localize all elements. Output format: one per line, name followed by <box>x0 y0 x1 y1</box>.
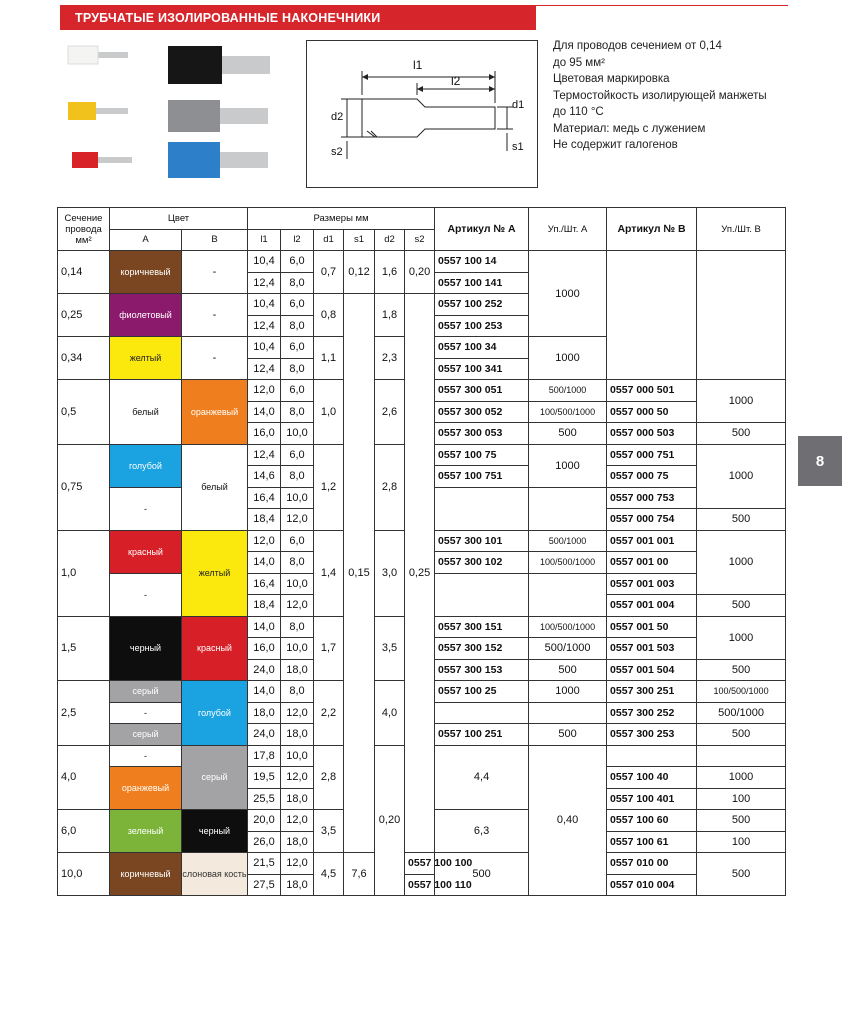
art-a-cell: 0557 300 151 <box>435 616 529 638</box>
art-b-cell: 0557 001 504 <box>607 659 697 681</box>
art-a-cell: 0557 300 052 <box>435 401 529 423</box>
header-rule <box>536 5 788 6</box>
header-d1: d1 <box>314 229 344 251</box>
page-tab[interactable]: 8 <box>798 436 842 486</box>
s2-cell: 0,20 <box>405 251 435 294</box>
ferrule-black-large <box>166 44 272 90</box>
pack-a-cell: 1000 <box>529 337 607 380</box>
color-a-cell: - <box>110 573 182 616</box>
ferrule-blue-large <box>166 140 272 182</box>
spec-line: Термостойкость изолирующей манжеты <box>553 89 767 102</box>
art-b-cell: 0557 300 252 <box>607 702 697 724</box>
art-a-cell <box>435 573 529 616</box>
color-b-cell: серый <box>182 745 248 810</box>
color-a-cell: белый <box>110 380 182 445</box>
l1-cell: 14,0 <box>248 552 281 574</box>
header-l2: l2 <box>281 229 314 251</box>
art-b-cell: 0557 000 754 <box>607 509 697 531</box>
l1-cell: 14,0 <box>248 616 281 638</box>
art-a-cell: 0557 100 40 <box>607 767 697 789</box>
art-b-cell: 0557 000 753 <box>607 487 697 509</box>
header-l1: l1 <box>248 229 281 251</box>
label-s1: s1 <box>512 141 524 153</box>
l2-cell: 18,0 <box>281 788 314 810</box>
section-cell: 0,14 <box>58 251 110 294</box>
l2-cell: 6,0 <box>281 530 314 552</box>
section-cell: 0,25 <box>58 294 110 337</box>
pack-a-cell: 100/500/1000 <box>529 401 607 423</box>
s2-cell: 0,40 <box>529 745 607 896</box>
art-b-cell <box>607 251 697 380</box>
color-a-cell: коричневый <box>110 251 182 294</box>
l2-cell: 8,0 <box>281 552 314 574</box>
l1-cell: 16,4 <box>248 573 281 595</box>
l2-cell: 6,0 <box>281 251 314 273</box>
l1-cell: 16,0 <box>248 638 281 660</box>
l1-cell: 12,4 <box>248 444 281 466</box>
l1-cell: 12,0 <box>248 530 281 552</box>
art-a-cell: 0557 100 60 <box>607 810 697 832</box>
l2-cell: 8,0 <box>281 358 314 380</box>
art-a-cell: 0557 300 152 <box>435 638 529 660</box>
color-a-cell: серый <box>110 724 182 746</box>
pack-a-cell: 500/1000 <box>529 638 607 660</box>
header-art-b: Артикул № В <box>607 208 697 251</box>
ferrule-yellow-small <box>66 100 130 124</box>
l2-cell: 8,0 <box>281 272 314 294</box>
art-b-cell: 0557 000 50 <box>607 401 697 423</box>
l1-cell: 18,4 <box>248 509 281 531</box>
art-a-cell: 0557 100 251 <box>435 724 529 746</box>
pack-b-cell: 1000 <box>697 616 786 659</box>
header-pack-b: Уп./Шт. В <box>697 208 786 251</box>
color-a-cell: фиолетовый <box>110 294 182 337</box>
header-d2: d2 <box>375 229 405 251</box>
color-a-cell: черный <box>110 616 182 681</box>
color-b-cell: голубой <box>182 681 248 746</box>
pack-a-cell: 500 <box>529 724 607 746</box>
section-cell: 2,5 <box>58 681 110 746</box>
art-b-cell: 0557 001 50 <box>607 616 697 638</box>
pack-b-cell: 1000 <box>697 380 786 423</box>
section-cell: 1,0 <box>58 530 110 616</box>
art-a-cell: 0557 100 75 <box>435 444 529 466</box>
d1-cell: 3,5 <box>314 810 344 853</box>
header-s1: s1 <box>344 229 375 251</box>
art-b-cell: 0557 300 251 <box>607 681 697 703</box>
header-sizes: Размеры мм <box>248 208 435 230</box>
d2-cell: 6,3 <box>435 810 529 853</box>
d1-cell: 1,1 <box>314 337 344 380</box>
l2-cell: 10,0 <box>281 487 314 509</box>
l2-cell: 8,0 <box>281 616 314 638</box>
spec-list <box>553 38 793 154</box>
art-a-cell: 0557 100 100 <box>405 853 435 875</box>
l2-cell: 6,0 <box>281 337 314 359</box>
l1-cell: 18,0 <box>248 702 281 724</box>
l2-cell: 18,0 <box>281 659 314 681</box>
d2-cell: 2,3 <box>375 337 405 380</box>
l1-cell: 27,5 <box>248 874 281 896</box>
color-a-cell: желтый <box>110 337 182 380</box>
pack-a-cell <box>529 573 607 616</box>
pack-a-cell <box>697 745 786 767</box>
l1-cell: 10,4 <box>248 251 281 273</box>
l1-cell: 10,4 <box>248 337 281 359</box>
pack-a-cell: 500 <box>435 853 529 896</box>
pack-b-cell: 500 <box>697 659 786 681</box>
color-a-cell: серый <box>110 681 182 703</box>
section-cell: 0,34 <box>58 337 110 380</box>
section-cell: 0,5 <box>58 380 110 445</box>
header-art-a: Артикул № А <box>435 208 529 251</box>
ferrule-grey-large <box>166 98 272 136</box>
pack-b-cell: 500 <box>697 853 786 896</box>
l2-cell: 8,0 <box>281 401 314 423</box>
header-s2: s2 <box>405 229 435 251</box>
pack-a-cell: 1000 <box>529 444 607 487</box>
color-b-cell: оранжевый <box>182 380 248 445</box>
d1-cell: 2,2 <box>314 681 344 746</box>
l1-cell: 12,4 <box>248 315 281 337</box>
table-row <box>58 251 786 273</box>
header-color-b: В <box>182 229 248 251</box>
l2-cell: 6,0 <box>281 380 314 402</box>
l1-cell: 16,0 <box>248 423 281 445</box>
art-a-cell: 0557 300 102 <box>435 552 529 574</box>
l1-cell: 25,5 <box>248 788 281 810</box>
dimension-diagram <box>306 40 538 188</box>
pack-a-cell <box>529 702 607 724</box>
color-b-cell: - <box>182 251 248 294</box>
l1-cell: 14,6 <box>248 466 281 488</box>
l2-cell: 18,0 <box>281 724 314 746</box>
art-b-cell: 0557 001 503 <box>607 638 697 660</box>
spec-line: до 95 мм² <box>553 56 605 69</box>
section-cell: 4,0 <box>58 745 110 810</box>
d1-cell: 1,4 <box>314 530 344 616</box>
header-pack-a: Уп./Шт. А <box>529 208 607 251</box>
d2-cell: 2,8 <box>375 444 405 530</box>
d1-cell: 1,2 <box>314 444 344 530</box>
page-title: ТРУБЧАТЫЕ ИЗОЛИРОВАННЫЕ НАКОНЕЧНИКИ <box>75 11 381 25</box>
pack-a-cell: 1000 <box>529 681 607 703</box>
l2-cell: 12,0 <box>281 509 314 531</box>
label-d1: d1 <box>512 99 525 111</box>
art-a-cell: 0557 100 253 <box>435 315 529 337</box>
l2-cell: 12,0 <box>281 853 314 875</box>
spec-line: Цветовая маркировка <box>553 73 670 85</box>
section-cell: 0,75 <box>58 444 110 530</box>
art-a-cell: 0557 300 053 <box>435 423 529 445</box>
l2-cell: 10,0 <box>281 423 314 445</box>
art-a-cell: 0557 100 401 <box>607 788 697 810</box>
s2-cell: 0,25 <box>405 294 435 853</box>
color-a-cell: оранжевый <box>110 767 182 810</box>
art-b-cell: 0557 001 003 <box>607 573 697 595</box>
pack-b-cell: 500 <box>697 423 786 445</box>
l2-cell: 12,0 <box>281 767 314 789</box>
art-b-cell: 0557 000 751 <box>607 444 697 466</box>
ferrule-white-small <box>66 44 130 68</box>
l1-cell: 14,0 <box>248 681 281 703</box>
pack-a-cell: 500/1000 <box>529 530 607 552</box>
pack-b-cell: 500 <box>697 509 786 531</box>
pack-b-cell: 500/1000 <box>697 702 786 724</box>
s1-cell: 0,12 <box>344 251 375 294</box>
l1-cell: 12,4 <box>248 358 281 380</box>
color-b-cell: желтый <box>182 530 248 616</box>
art-a-cell: 0557 100 34 <box>435 337 529 359</box>
l1-cell: 12,4 <box>248 272 281 294</box>
pack-b-cell: 1000 <box>697 530 786 595</box>
header-section: Сечение провода мм² <box>58 208 110 251</box>
l2-cell: 18,0 <box>281 874 314 896</box>
art-a-cell: 0557 300 051 <box>435 380 529 402</box>
color-a-cell: - <box>110 487 182 530</box>
color-a-cell: - <box>110 702 182 724</box>
l2-cell: 18,0 <box>281 831 314 853</box>
color-a-cell: коричневый <box>110 853 182 896</box>
pack-a-cell: 500 <box>697 810 786 832</box>
l1-cell: 21,5 <box>248 853 281 875</box>
spec-line: Не содержит галогенов <box>553 139 678 151</box>
art-b-cell: 0557 010 00 <box>607 853 697 875</box>
color-b-cell: - <box>182 294 248 337</box>
d2-cell: 7,6 <box>344 853 375 896</box>
d2-cell: 3,5 <box>375 616 405 681</box>
l1-cell: 26,0 <box>248 831 281 853</box>
l1-cell: 12,0 <box>248 380 281 402</box>
pack-a-cell: 1000 <box>697 767 786 789</box>
pack-a-cell: 100/500/1000 <box>529 552 607 574</box>
l1-cell: 24,0 <box>248 659 281 681</box>
pack-a-cell <box>529 487 607 530</box>
l1-cell: 20,0 <box>248 810 281 832</box>
l2-cell: 10,0 <box>281 745 314 767</box>
color-b-cell: черный <box>182 810 248 853</box>
d2-cell: 3,0 <box>375 530 405 616</box>
label-d2: d2 <box>331 111 344 123</box>
color-a-cell: - <box>110 745 182 767</box>
l1-cell: 19,5 <box>248 767 281 789</box>
pack-b-cell: 500 <box>697 724 786 746</box>
art-a-cell: 0557 100 25 <box>435 681 529 703</box>
art-a-cell: 0557 100 110 <box>405 874 435 896</box>
art-a-cell: 0557 100 252 <box>435 294 529 316</box>
header-color: Цвет <box>110 208 248 230</box>
art-b-cell: 0557 000 501 <box>607 380 697 402</box>
art-b-cell: 0557 010 004 <box>607 874 697 896</box>
d1-cell: 0,7 <box>314 251 344 294</box>
d2-cell: 4,0 <box>375 681 405 746</box>
section-cell: 10,0 <box>58 853 110 896</box>
ferrule-table <box>57 207 786 896</box>
spec-line: до 110 °С <box>553 106 604 118</box>
table-row <box>58 853 786 875</box>
section-cell: 1,5 <box>58 616 110 681</box>
pack-a-cell: 500 <box>529 659 607 681</box>
l1-cell: 10,4 <box>248 294 281 316</box>
l1-cell: 24,0 <box>248 724 281 746</box>
pack-b-cell: 100/500/1000 <box>697 681 786 703</box>
table-header-row <box>58 208 786 230</box>
l1-cell: 17,8 <box>248 745 281 767</box>
spec-line: Материал: медь с лужением <box>553 122 706 135</box>
color-a-cell: зеленый <box>110 810 182 853</box>
art-b-cell: 0557 000 503 <box>607 423 697 445</box>
l2-cell: 8,0 <box>281 315 314 337</box>
label-l2: l2 <box>451 74 461 88</box>
l2-cell: 6,0 <box>281 444 314 466</box>
d1-cell: 2,8 <box>314 745 344 810</box>
d2-cell: 2,6 <box>375 380 405 445</box>
pack-a-cell: 500 <box>529 423 607 445</box>
art-b-cell: 0557 001 001 <box>607 530 697 552</box>
pack-a-cell: 1000 <box>529 251 607 337</box>
l2-cell: 10,0 <box>281 573 314 595</box>
pack-a-cell: 500/1000 <box>529 380 607 402</box>
pack-a-cell: 100/500/1000 <box>529 616 607 638</box>
s1-cell: 0,20 <box>375 745 405 896</box>
art-a-cell: 0557 300 101 <box>435 530 529 552</box>
d2-cell: 1,8 <box>375 294 405 337</box>
color-b-cell: - <box>182 337 248 380</box>
l1-cell: 18,4 <box>248 595 281 617</box>
art-a-cell: 0557 300 153 <box>435 659 529 681</box>
section-cell: 6,0 <box>58 810 110 853</box>
l1-cell: 14,0 <box>248 401 281 423</box>
l2-cell: 10,0 <box>281 638 314 660</box>
art-a-cell <box>435 702 529 724</box>
pack-b-cell <box>697 251 786 380</box>
d1-cell: 1,0 <box>314 380 344 445</box>
title-banner <box>60 5 536 30</box>
pack-b-cell: 1000 <box>697 444 786 509</box>
art-b-cell: 0557 001 004 <box>607 595 697 617</box>
l2-cell: 6,0 <box>281 294 314 316</box>
color-b-cell: красный <box>182 616 248 681</box>
art-a-cell <box>607 745 697 767</box>
pack-b-cell: 500 <box>697 595 786 617</box>
ferrule-red-small <box>70 150 134 172</box>
d1-cell: 1,7 <box>314 616 344 681</box>
art-b-cell: 0557 000 75 <box>607 466 697 488</box>
color-a-cell: голубой <box>110 444 182 487</box>
l2-cell: 12,0 <box>281 702 314 724</box>
pack-a-cell: 100 <box>697 831 786 853</box>
color-b-cell: белый <box>182 444 248 530</box>
l2-cell: 8,0 <box>281 681 314 703</box>
d2-cell: 1,6 <box>375 251 405 294</box>
art-a-cell <box>435 487 529 530</box>
header-color-a: А <box>110 229 182 251</box>
s1-cell: 0,15 <box>344 294 375 853</box>
spec-line: Для проводов сечением от 0,14 <box>553 40 722 52</box>
l2-cell: 12,0 <box>281 810 314 832</box>
art-a-cell: 0557 100 14 <box>435 251 529 273</box>
color-b-cell: слоновая кость <box>182 853 248 896</box>
d1-cell: 0,8 <box>314 294 344 337</box>
label-l1: l1 <box>413 58 423 72</box>
art-a-cell: 0557 100 141 <box>435 272 529 294</box>
color-a-cell: красный <box>110 530 182 573</box>
l2-cell: 12,0 <box>281 595 314 617</box>
l2-cell: 8,0 <box>281 466 314 488</box>
d1-cell: 4,5 <box>314 853 344 896</box>
art-a-cell: 0557 100 341 <box>435 358 529 380</box>
art-b-cell: 0557 300 253 <box>607 724 697 746</box>
art-a-cell: 0557 100 751 <box>435 466 529 488</box>
pack-a-cell: 100 <box>697 788 786 810</box>
l1-cell: 16,4 <box>248 487 281 509</box>
label-s2: s2 <box>331 146 343 158</box>
art-a-cell: 0557 100 61 <box>607 831 697 853</box>
d2-cell: 4,4 <box>435 745 529 810</box>
art-b-cell: 0557 001 00 <box>607 552 697 574</box>
